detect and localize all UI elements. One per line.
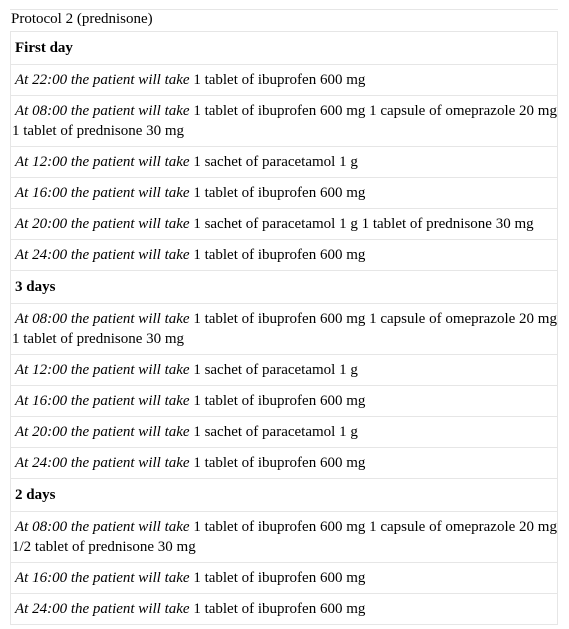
dose-time: At 20:00 the patient will take	[15, 216, 190, 232]
dose-time: At 12:00 the patient will take	[15, 154, 190, 170]
protocol-table	[10, 31, 558, 625]
table-row	[11, 147, 558, 178]
dose-instructions: 1 tablet of ibuprofen 600 mg	[189, 601, 366, 617]
dose-instructions: 1 tablet of ibuprofen 600 mg 1 capsule of omeprazole 20 mg 1 tablet of prednisone 30 mg	[12, 311, 557, 347]
dose-time: At 12:00 the patient will take	[15, 362, 190, 378]
dose-time: At 16:00 the patient will take	[15, 393, 190, 409]
table-caption: Protocol 2 (prednisone)	[10, 9, 558, 31]
dose-instructions: 1 tablet of ibuprofen 600 mg	[189, 393, 366, 409]
dose-time: At 24:00 the patient will take	[15, 601, 190, 617]
protocol-table-container	[10, 9, 558, 625]
table-row	[11, 65, 558, 96]
table-row	[11, 386, 558, 417]
dose-instructions: 1 tablet of ibuprofen 600 mg	[189, 247, 366, 263]
section-header-row	[11, 479, 558, 512]
dose-instructions: 1 sachet of paracetamol 1 g 1 tablet of prednisone 30 mg	[189, 216, 534, 232]
dose-time: At 24:00 the patient will take	[15, 247, 190, 263]
dose-cell	[11, 448, 558, 479]
dose-instructions: 1 tablet of ibuprofen 600 mg	[189, 570, 366, 586]
dose-cell	[11, 594, 558, 625]
dose-instructions: 1 tablet of ibuprofen 600 mg 1 capsule of omeprazole 20 mg 1/2 tablet of prednisone 30 mg	[12, 519, 557, 555]
dose-cell	[11, 304, 558, 355]
protocol-table-body	[11, 32, 558, 625]
table-row	[11, 209, 558, 240]
dose-cell	[11, 178, 558, 209]
dose-time: At 08:00 the patient will take	[15, 103, 190, 119]
dose-time: At 24:00 the patient will take	[15, 455, 190, 471]
dose-cell	[11, 417, 558, 448]
dose-cell	[11, 147, 558, 178]
table-row	[11, 563, 558, 594]
table-row	[11, 448, 558, 479]
section-header: First day	[11, 32, 558, 65]
dose-instructions: 1 tablet of ibuprofen 600 mg 1 capsule of omeprazole 20 mg 1 tablet of prednisone 30 mg	[12, 103, 557, 139]
dose-cell	[11, 512, 558, 563]
dose-instructions: 1 tablet of ibuprofen 600 mg	[189, 455, 366, 471]
table-row	[11, 594, 558, 625]
dose-instructions: 1 sachet of paracetamol 1 g	[189, 424, 358, 440]
dose-time: At 08:00 the patient will take	[15, 519, 190, 535]
section-header-row	[11, 32, 558, 65]
dose-cell	[11, 96, 558, 147]
dose-time: At 20:00 the patient will take	[15, 424, 190, 440]
dose-time: At 16:00 the patient will take	[15, 570, 190, 586]
section-header-row	[11, 271, 558, 304]
dose-instructions: 1 sachet of paracetamol 1 g	[189, 362, 358, 378]
dose-cell	[11, 65, 558, 96]
table-row	[11, 178, 558, 209]
dose-cell	[11, 240, 558, 271]
dose-time: At 16:00 the patient will take	[15, 185, 190, 201]
dose-instructions: 1 sachet of paracetamol 1 g	[189, 154, 358, 170]
dose-cell	[11, 355, 558, 386]
dose-time: At 08:00 the patient will take	[15, 311, 190, 327]
table-row	[11, 417, 558, 448]
table-row	[11, 304, 558, 355]
table-row	[11, 240, 558, 271]
dose-cell	[11, 209, 558, 240]
dose-cell	[11, 563, 558, 594]
dose-cell	[11, 386, 558, 417]
dose-instructions: 1 tablet of ibuprofen 600 mg	[189, 185, 366, 201]
table-row	[11, 512, 558, 563]
section-header: 2 days	[11, 479, 558, 512]
dose-instructions: 1 tablet of ibuprofen 600 mg	[189, 72, 366, 88]
section-header: 3 days	[11, 271, 558, 304]
table-row	[11, 96, 558, 147]
dose-time: At 22:00 the patient will take	[15, 72, 190, 88]
table-row	[11, 355, 558, 386]
